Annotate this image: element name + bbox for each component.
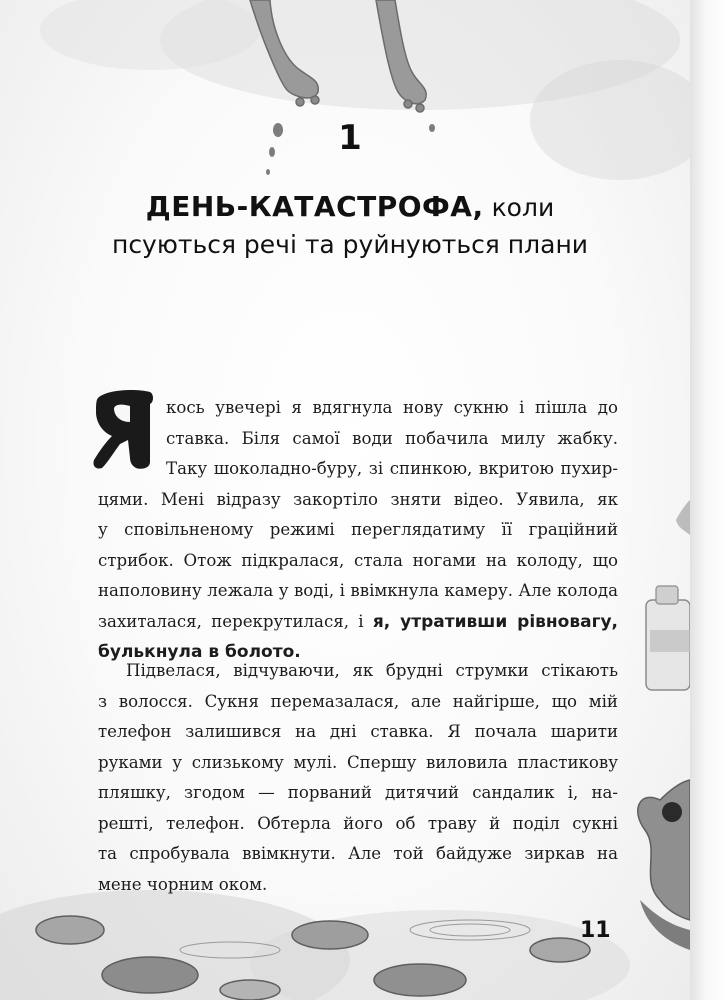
page-number: 11	[580, 918, 611, 943]
text-line: Підвелася, відчуваючи, як брудні струмки стікають	[126, 661, 618, 680]
emphasized-text: булькнула в болото.	[98, 642, 301, 662]
text-line: пляшку, згодом — порваний дитячий сандалик і, на-	[98, 783, 618, 802]
text-line-mixed	[98, 607, 618, 638]
chapter-title-strong: ДЕНЬ-КАТАСТРОФА,	[145, 190, 484, 223]
paragraph-1	[98, 393, 618, 668]
text-line: та спробувала ввімкнути. Але той байдуже зиркав на	[98, 844, 618, 863]
text-line: Таку шоколадно-буру, зі спинкою, вкритою пухир-	[166, 459, 618, 478]
text-line: ставка. Біля самої води побачила милу жабку.	[166, 428, 618, 448]
page-edge	[690, 0, 728, 1000]
emphasized-text: я, утративши рівновагу,	[372, 611, 618, 632]
text-line: цями. Мені відразу закортіло зняти відео. Уявила, як	[98, 489, 618, 509]
text-line: мене чорним оком.	[98, 874, 268, 894]
text-line: телефон залишився на дні ставка. Я почала шарити	[98, 722, 618, 741]
paragraph-2	[98, 656, 618, 900]
text-line: з волосся. Сукня перемазалася, але найгірше, що мій	[98, 691, 618, 711]
chapter-number: 1	[338, 118, 362, 158]
text-line: у сповільненому режимі переглядатиму її граційний	[98, 520, 618, 539]
chapter-title-line-2: псуються речі та руйнуються плани	[111, 230, 589, 259]
text-line: захиталася, перекрутилася, і	[98, 611, 364, 631]
text-line: стрибок. Отож підкралася, стала ногами на колоду, що	[98, 550, 618, 570]
text-line: руками у слизькому мулі. Спершу виловила пластикову	[98, 752, 618, 772]
frog-illustration	[638, 780, 690, 950]
text-line: наполовину лежала у воді, і ввімкнула камеру. Але колода	[98, 581, 618, 600]
chapter-title-rest: коли	[483, 193, 555, 222]
bottle-illustration	[646, 586, 690, 690]
chapter-title-line-1	[0, 190, 690, 223]
text-line: решті, телефон. Обтерла його об траву й поділ сукні	[98, 813, 618, 833]
text-line: кось увечері я вдягнула нову сукню і пішла до	[166, 398, 618, 417]
